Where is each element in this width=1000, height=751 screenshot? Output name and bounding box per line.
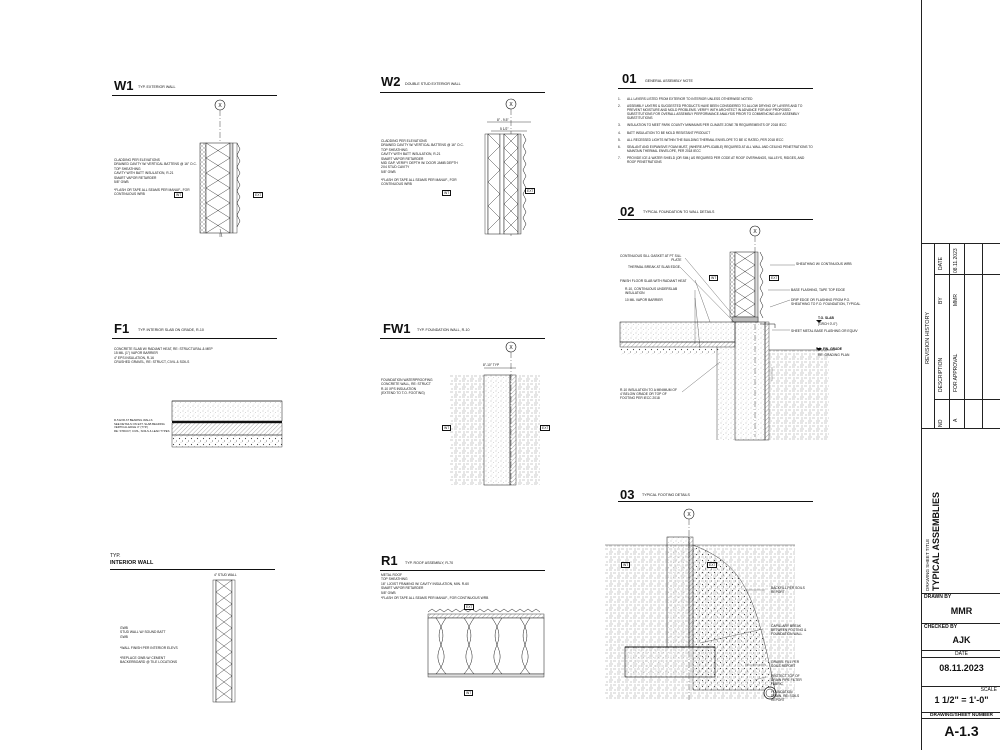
rev-date-value: 08.11.2023 (953, 248, 959, 273)
w1-layer-notes: CLADDING PER ELEVATIONS DRAINED CAVITY W/ VERTICAL BATTENS @ 16" O.C. TOP SHEATHING CAVITY WITH BATT INSULATION, R-21 SMART VAPOR RETARDER 5/8" GWB (114, 158, 197, 185)
w2-layer-notes: CLADDING PER ELEVATIONS DRAINED CAVITY W/ VERTICAL BATTENS @ 16" O.C. TOP SHEATHING CAVITY WITH BATT INSULATION, R-21 SMART VAPOR RETARDER MID GAP, VERIFY DEPTH W/ DOOR JAMB DEPTH 2X4 STUD CAVITY 5/8" GWB (381, 139, 464, 174)
callout-grading-plan: RE: GRADING PLAN (818, 353, 850, 357)
date-label: DATE (922, 651, 1000, 658)
w1-tape-note: *FLASH OR TAPE ALL SEAMS PER MANUF., FOR CONTINUOUS WRB (114, 188, 190, 197)
revision-history-label: REVISION HISTORY (925, 311, 931, 364)
rev-header-no: NO (938, 419, 944, 427)
general-note-item (618, 123, 813, 127)
title-underline (618, 219, 813, 220)
rev-header-description: DESCRIPTION (938, 357, 944, 392)
f1-slab-drawing (172, 395, 282, 455)
general-note-item (618, 104, 813, 120)
int-tag: INT (444, 426, 450, 430)
detail-number: W2 (381, 74, 401, 89)
interior-wall-drawing (210, 580, 240, 705)
ext-tag: EXT (709, 563, 716, 567)
general-note-number: 7. (618, 156, 621, 161)
w2-tape-note: *FLASH OR TAPE ALL SEAMS PER MANUF., FOR CONTINUOUS WRB (381, 178, 457, 187)
detail-title: TYP. EXTERIOR WALL (138, 85, 176, 89)
sheet-number-cell (922, 712, 1000, 751)
typ-dim-top: 4" STUD WALL (214, 573, 237, 577)
w2-dim-sub: 5 1/2" (500, 127, 509, 131)
general-note-text: SEALANT AND EXPANSIVE FOAM MUST, (WHERE APPLICABLE) REQUIRED AT ALL WALL AND CEILING PENETRATIONS TO MAINTAIN THERMAL ENVELOPE, PER 2018 IECC (627, 144, 813, 153)
revision-row-line (934, 399, 1000, 400)
general-note-item (618, 97, 813, 101)
general-note-text: INSULATION TO MEET PARK COUNTY MINIMUMS PER CLIMATE ZONE 7B REQUIREMENTS OF 2018 IECC (627, 123, 787, 128)
detail-number: TYP. (110, 553, 121, 559)
callout-underslab-insulation: R-10, CONTINUOUS UNDERSLAB INSULATION (625, 287, 678, 295)
r1-layer-notes: METAL ROOF TOP SHEATHING 16" I-JOIST FRAMING W/ CAVITY INSULATION, MIN. R-60 SMART VAPOR RETARDER 5/8" GWB (381, 573, 469, 595)
detail-number: R1 (381, 553, 398, 568)
callout-gravel-fill: GRAVEL FILL PER SOILS REPORT (771, 660, 800, 668)
level-grade: T.O. FIN. GRADE (816, 347, 843, 351)
scale-label: SCALE (980, 687, 997, 693)
sheet-title-label: DRAWING SHEET TITLE (925, 538, 930, 591)
title-underline (618, 501, 813, 502)
callout-capillary-break: CAPILLARY BREAK BETWEEN FOOTING & FOUNDATION WALL (771, 624, 807, 636)
detail-number: 03 (620, 487, 635, 502)
grid-bubble-label: X (509, 102, 513, 108)
revision-table (922, 243, 1000, 429)
scale-value: 1 1/2" = 1'-0" (934, 695, 989, 705)
sheet-number-label: DRAWING/SHEET NUMBER (922, 713, 1000, 719)
callout-protect-drain: PROTECT TOP OF DRAIN PIPE FILTER FABRIC (771, 674, 802, 686)
scale-cell (922, 686, 1000, 713)
f1-side-note: R-5 EXR AT BEARING WALLS SEE DETAILS ON EXT. SLAB BEARING VERTICAL EDGE 4" (TYP.) RE: STRUCT, CIVIL, SOILS & LEAD TYPES (114, 418, 170, 433)
title-block (921, 0, 1000, 750)
rev-by-value: MMR (953, 294, 959, 306)
rev-description-value: FOR APPROVAL (953, 353, 959, 392)
level-slab-sub: (GRCH 0'-0") (818, 322, 838, 326)
sheet-title-box (922, 428, 1000, 594)
callout-sheet-metal: SHEET METAL BASE FLASHING OR EQUIV (791, 329, 858, 333)
detail-number: 02 (620, 204, 635, 219)
ext-tag: EXT (771, 276, 778, 280)
ext-tag: EXT (466, 605, 473, 609)
revision-no-col (934, 244, 950, 429)
general-note-item (618, 138, 813, 142)
int-tag: INT (176, 193, 182, 197)
callout-backfill: BACKFILL PER SOILS REPORT (771, 586, 805, 594)
general-note-item (618, 131, 813, 135)
general-note-text: BATT INSULATION TO BE MOLD RESISTANT PRODUCT (627, 130, 711, 135)
drawn-by-value: MMR (950, 606, 973, 616)
general-note-number: 3. (618, 123, 621, 128)
date-cell (922, 650, 1000, 687)
general-note-number: 5. (618, 137, 621, 142)
rev-header-by: BY (938, 297, 944, 304)
footing-drawing (605, 505, 795, 705)
date-value: 08.11.2023 (939, 663, 984, 673)
int-tag: INT (711, 276, 717, 280)
general-note-text: ASSEMBLY LAYERS & SUGGESTED PRODUCTS HAVE BEEN CONSIDERED TO ALLOW DRYING OF LAYERS AND TO PREVENT MOISTURE AND MOLD PROBLEMS. VERIFY WITH ARCHITECT IN ADVANCE FOR ANY PROPOSED SUBSTITUTIONS FOR OVERALL ASSEMBLY PERFORMANCE ANALYSIS PRIOR TO COMMENCING ANY ASSEMBLY SUBSTITUTIONS (627, 104, 803, 121)
detail-title: GENERAL ASSEMBLY NOTE (645, 79, 693, 83)
detail-title: DOUBLE STUD EXTERIOR WALL (405, 82, 461, 86)
r1-tape-note: *FLASH OR TAPE ALL SEAMS PER MANUF., FOR CONTINUOUS WRB (381, 596, 489, 600)
drawn-by-cell (922, 593, 1000, 624)
callout-drip-edge: DRIP EDGE OR FLASHING FROM P.O. SHEATHING TO F.O. FOUNDATION, TYPICAL (791, 298, 861, 306)
callout-r10-insulation: R-10 INSULATION TO A MINIMUM OF 4' BELOW GRADE OR TOP OF FOOTING PER IECC 2018 (620, 388, 677, 400)
w2-section-drawing (455, 96, 535, 241)
detail-number: 01 (622, 71, 637, 86)
callout-sill-gasket: CONTINUOUS SILL GASKET AT PT SILL PLATE (620, 254, 682, 262)
grid-bubble-label: X (687, 512, 691, 518)
general-note-text: ALL LAYERS LISTED FROM EXTERIOR TO INTERIOR UNLESS OTHERWISE NOTED (627, 97, 753, 101)
callout-thermal-break: THERMAL BREAK AT SLAB EDGE (628, 265, 680, 269)
checked-by-cell (922, 623, 1000, 651)
detail-number: F1 (114, 321, 130, 336)
rev-no-value: A (953, 418, 959, 422)
grid-bubble-label: X (753, 229, 757, 235)
detail-number: W1 (114, 78, 134, 93)
title-underline (380, 570, 545, 571)
fw1-layer-notes: FOUNDATION WATERPROOFING CONCRETE WALL, RE: STRUCT R-10 XPS INSULATION (EXTEND TO T.O. FOOTING) (381, 378, 433, 396)
callout-sheathing-wrb: SHEATHING W/ CONTINUOUS WRB (796, 262, 852, 266)
sheet-title: TYPICAL ASSEMBLIES (931, 491, 941, 591)
detail-title: INTERIOR WALL (110, 560, 154, 566)
rev-header-date: DATE (938, 257, 944, 270)
checked-by-label: CHECKED BY (924, 624, 958, 630)
title-underline (112, 338, 277, 339)
detail-number: FW1 (383, 321, 411, 336)
general-note-item (618, 145, 813, 153)
general-note-item (618, 156, 813, 164)
callout-base-flashing: BASE FLASHING, TAPE TOP EDGE (791, 288, 846, 292)
title-underline (112, 95, 277, 96)
title-underline (618, 88, 813, 89)
detail-title: TYP. ROOF ASSEMBLY, R-70 (405, 561, 454, 565)
general-note-text: PROVIDE ICE & WATER SHIELD (OR SIM.) AS REQUIRED PER CODE AT ROOF OVERHANGS, VALLEYS, RIDGES, AND ROOF PENETRATIONS (627, 156, 805, 165)
ext-tag: EXT (527, 189, 534, 193)
w1-section-drawing (190, 98, 250, 243)
f1-layer-notes: CONCRETE SLAB W/ RADIANT HEAT, RE: STRUCTURAL & MEP 15 MIL (1") VAPOR BARRIER 4" EPS INSULATION, R-16 CRUSHED GRAVEL, RE: STRUCT, CIVIL & SOILS (114, 347, 213, 365)
revision-by-col (964, 244, 983, 429)
detail-title: TYPICAL FOUNDATION TO WALL DETAILS (643, 210, 715, 214)
ext-tag: EXT (255, 193, 262, 197)
typ-note-finish: *WALL FINISH PER INTERIOR ELEVS (120, 646, 178, 650)
typ-note-backer: *REPLACE GWB W/ CEMENT BACKERBOARD @ TILE LOCATIONS (120, 656, 178, 665)
general-note-number: 4. (618, 130, 621, 135)
level-slab: T.O. SLAB (818, 316, 834, 320)
grid-bubble-label: X (218, 103, 222, 109)
typ-layer-notes: GWB STUD WALL W/ SOUND BATT GWB (120, 626, 166, 639)
detail-title: TYP. INTERIOR SLAB ON GRADE, R-10 (138, 328, 204, 332)
general-note-number: 2. (618, 104, 621, 109)
ext-tag: EXT (542, 426, 549, 430)
roof-assembly-drawing (428, 608, 548, 683)
w2-dim-top: 8" - 9.5" (497, 118, 509, 122)
general-notes-list (618, 97, 813, 167)
sheet-number: A-1.3 (944, 723, 979, 739)
title-underline (380, 338, 545, 339)
general-note-text: ALL RECESSED LIGHTS WITHIN THE BUILDING THERMAL ENVELOPE TO BE IC RATED, PER 2018 IECC (627, 137, 784, 142)
int-tag: INT (444, 191, 450, 195)
detail-title: TYPICAL FOOTING DETAILS (642, 493, 690, 497)
detail-title: TYP. FOUNDATION WALL, R-10 (417, 328, 470, 332)
general-note-number: 1. (618, 97, 621, 101)
int-tag: INT (466, 691, 472, 695)
title-underline (110, 569, 275, 570)
general-note-number: 6. (618, 144, 621, 149)
callout-foundation-drain: FOUNDATION DRAIN, RE: SOILS REPORT (771, 690, 800, 702)
grid-bubble-label: X (509, 345, 513, 351)
drawn-by-label: DRAWN BY (924, 594, 952, 600)
callout-vapor-barrier: 10 MIL VAPOR BARRIER (625, 298, 663, 302)
title-underline (380, 92, 545, 93)
callout-finish-slab: FINISH FLOOR SLAB WITH RADIANT HEAT (620, 279, 687, 283)
fw1-dim-top: 8"-10" TYP (483, 363, 500, 367)
checked-by-value: AJK (952, 635, 971, 645)
int-tag: INT (623, 563, 629, 567)
revision-row-line (934, 274, 1000, 275)
